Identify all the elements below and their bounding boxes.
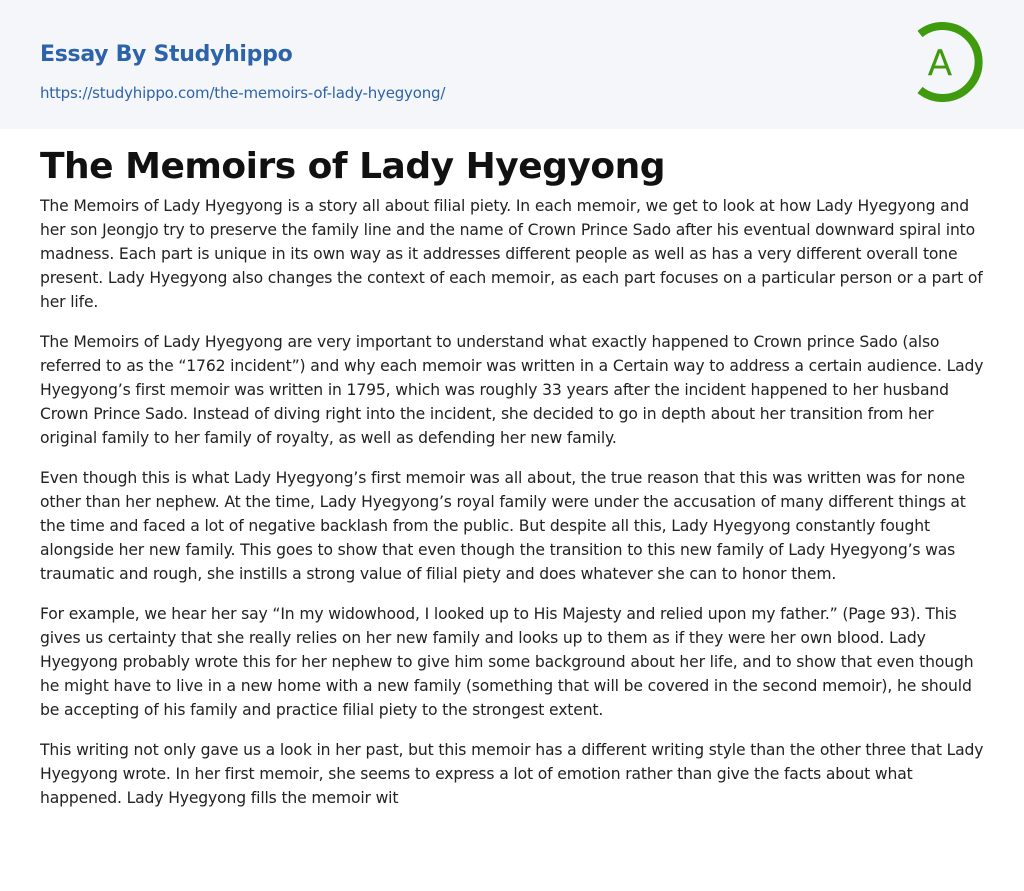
paragraph: The Memoirs of Lady Hyegyong are very important to understand what exactly happened to Crown prince Sado (also referred to as the “1762 incident”) and why each memoir was written in a Certain way to address a certain audience. Lady Hyegyong’s first memoir was written in 1795, which was roughly 33 years after the incident happened to her husband Crown Prince Sado. Instead of diving right into the incident, she decided to go in depth about her transition from her original family to her family of royalty, as well as defending her new family. [40, 333, 984, 447]
article-body [40, 194, 988, 826]
paragraph: For example, we hear her say “In my widowhood, I looked up to His Majesty and relied upon my father.” (Page 93). This gives us certainty that she really relies on her new family and looks up to them as if they were her own blood. Lady Hyegyong probably wrote this for her nephew to give him some background about her life, and to show that even though he might have to live in a new home with a new family (something that will be covered in the second memoir), he should be accepting of his family and practice filial piety to the strongest extent. [40, 605, 974, 719]
paragraph: The Memoirs of Lady Hyegyong is a story all about filial piety. In each memoir, we get to look at how Lady Hyegyong and her son Jeongjo try to preserve the family line and the name of Crown Prince Sado after his eventual downward spiral into madness. Each part is unique in its own way as it addresses different people as well as has a very different overall tone present. Lady Hyegyong also changes the context of each memoir, as each part focuses on a particular person or a part of her life. [40, 197, 983, 311]
essay-url-link[interactable]: https://studyhippo.com/the-memoirs-of-lady-hyegyong/ [40, 84, 446, 102]
paragraph: This writing not only gave us a look in her past, but this memoir has a different writing style than the other three that Lady Hyegyong wrote. In her first memoir, she seems to express a lot of emotion rather than give the facts about what happened. Lady Hyegyong fills the memoir wit [40, 741, 984, 807]
studyhippo-logo-icon[interactable] [912, 20, 984, 104]
paragraph: Even though this is what Lady Hyegyong’s first memoir was all about, the true reason that this was written was for none other than her nephew. At the time, Lady Hyegyong’s royal family were under the accusation of many different things at the time and faced a lot of negative backlash from the public. But despite all this, Lady Hyegyong constantly fought alongside her new family. This goes to show that even though the transition to this new family of Lady Hyegyong’s was traumatic and rough, she instills a strong value of filial piety and does whatever she can to honor them. [40, 469, 966, 583]
brand-title: Essay By Studyhippo [40, 42, 293, 67]
site-header [0, 0, 1024, 129]
svg-text:A: A [927, 43, 953, 84]
article-title: The Memoirs of Lady Hyegyong [40, 146, 665, 187]
